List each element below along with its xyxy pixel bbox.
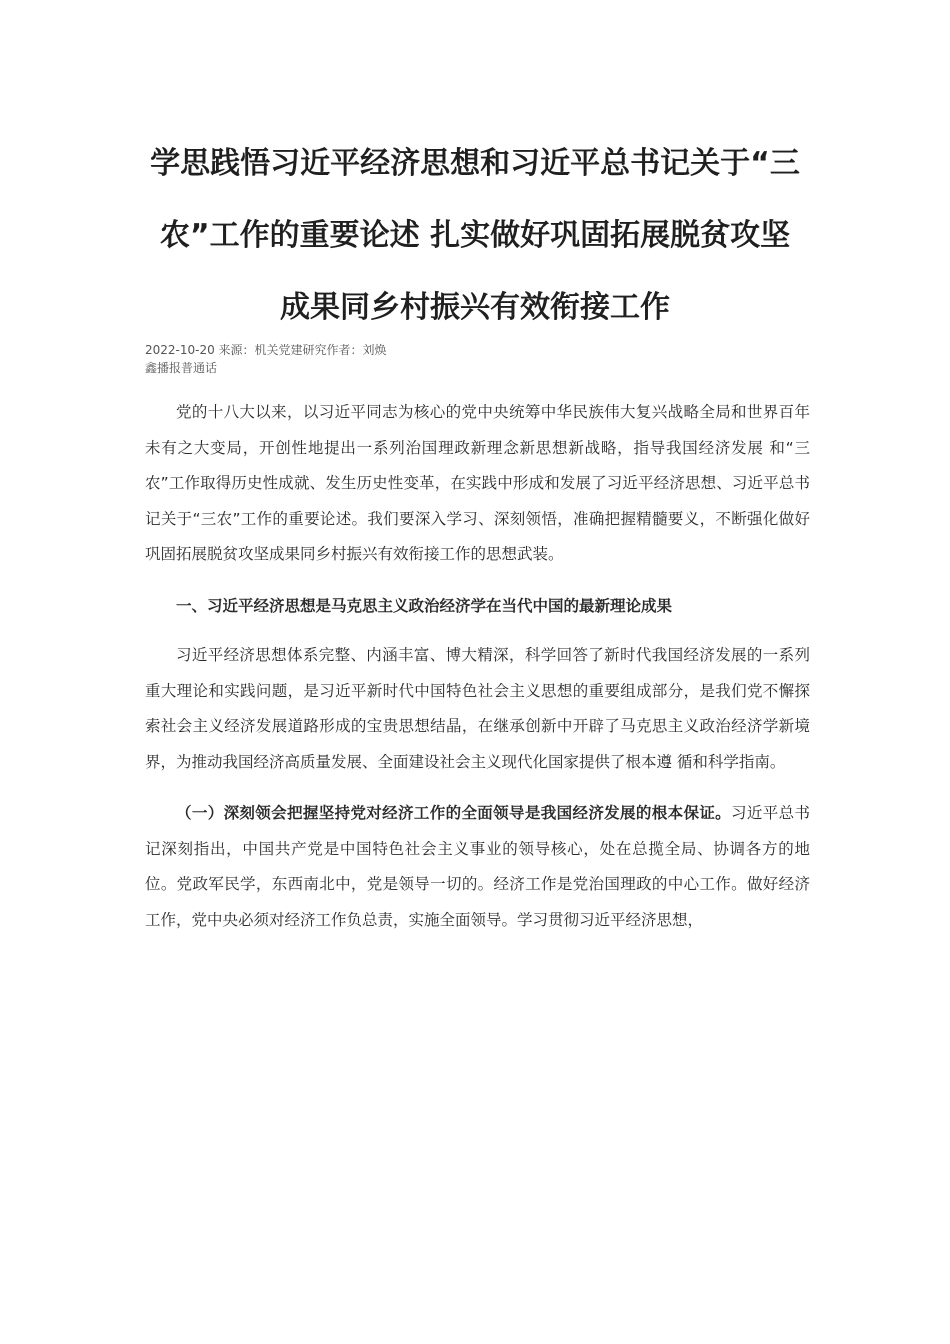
paragraph-party-leadership xyxy=(145,796,810,938)
article-title-line-3: 成果同乡村振兴有效衔接工作 xyxy=(280,290,670,325)
subsection-heading-1: （一）深刻领会把握坚持党对经济工作的全面领导是我国经济发展的根本保证。 xyxy=(176,804,732,822)
paragraph-economic-thought: 习近平经济思想体系完整、内涵丰富、博大精深，科学回答了新时代我国经济发展的一系列重大理论和实践问题，是习近平新时代中国特色社会主义思想的重要组成部分，是我们党不懈探索社会主义经济发展道路形成的宝贵思想结晶，在继承创新中开辟了马克思主义政治经济学新境界，为推动我国经济高质量发展、全面建设社会主义现代化国家提供了根本遵 循和科学指南。 xyxy=(145,646,810,771)
publish-info: 2022-10-20 来源：机关党建研究作者：刘焕 xyxy=(145,343,387,357)
section-heading-1: 一、习近平经济思想是马克思主义政治经济学在当代中国的最新理论成果 xyxy=(176,596,673,615)
article-title-line-2: 农”工作的重要论述 扎实做好巩固拓展脱贫攻坚 xyxy=(159,218,791,253)
audio-broadcast-label: 鑫播报普通话 xyxy=(145,361,218,375)
article-meta xyxy=(145,341,387,377)
paragraph-party-leadership-text: 习近平总书记深刻指出，中国共产党是中国特色社会主义事业的领导核心，处在总揽全局、协调各方的地位。党政军民学，东西南北中，党是领导一切的。经济工作是党治国理政的中心工作。做好经济工作，党中央必须对经济工作负总责，实施全面领导。学习贯彻习近平经济思想， xyxy=(145,804,810,929)
paragraph-intro: 党的十八大以来，以习近平同志为核心的党中央统筹中华民族伟大复兴战略全局和世界百年未有之大变局，开创性地提出一系列治国理政新理念新思想新战略，指导我国经济发展 和“三农”工作取得历史性成就、发生历史性变革，在实践中形成和发展了习近平经济思想、习近平总书记关于“三农”工作的重要论述。我们要深入学习、深刻领悟，准确把握精髓要义，不断强化做好巩固拓展脱贫攻坚成果同乡村振兴有效衔接工作的思想武装。 xyxy=(145,403,810,563)
article-title xyxy=(140,128,810,344)
article-title-line-1: 学思践悟习近平经济思想和习近平总书记关于“三 xyxy=(150,146,800,181)
article-body xyxy=(145,395,810,954)
